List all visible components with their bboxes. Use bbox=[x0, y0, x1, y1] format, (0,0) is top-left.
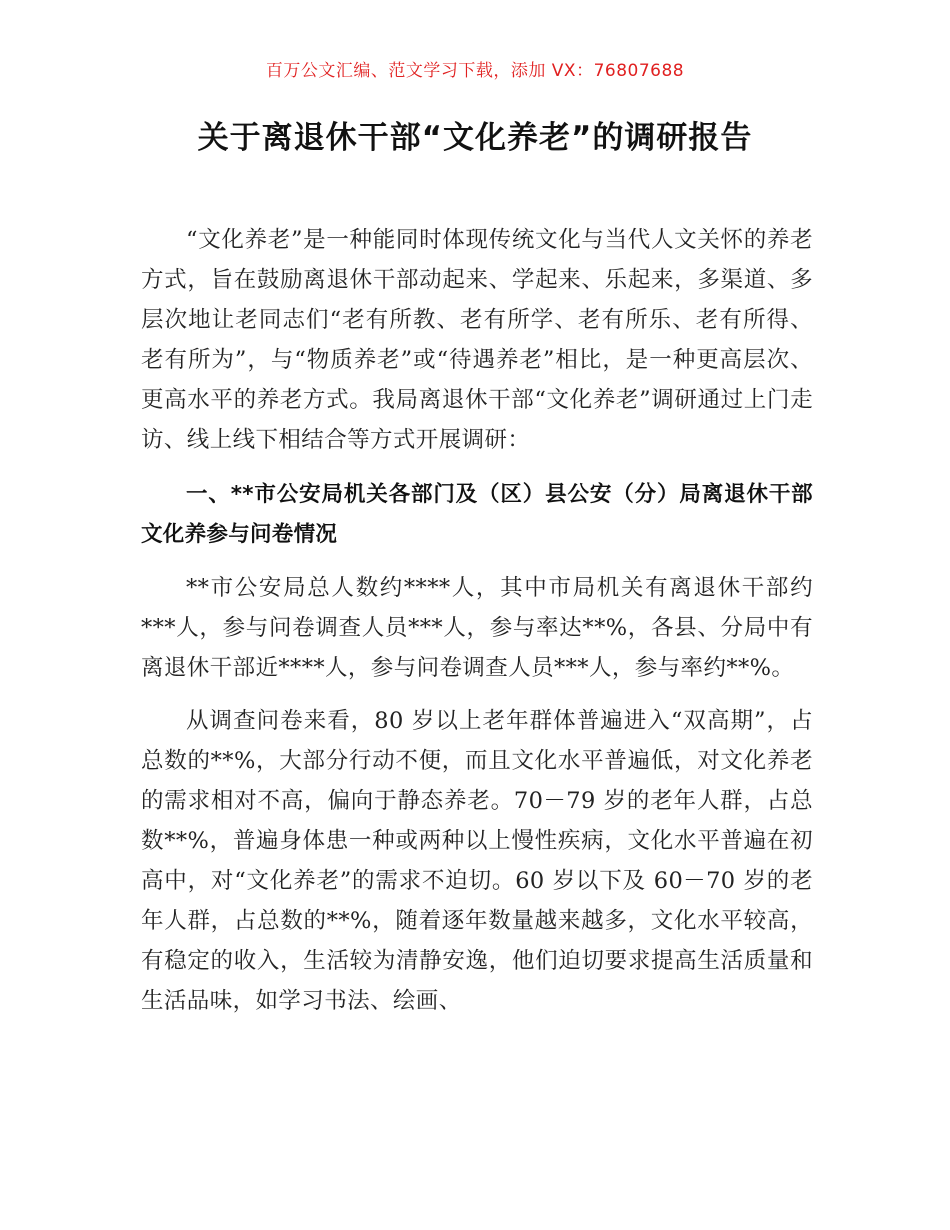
intro-paragraph: “文化养老”是一种能同时体现传统文化与当代人文关怀的养老方式，旨在鼓励离退休干部动起来、学起来、乐起来，多渠道、多层次地让老同志们“老有所教、老有所学、老有所乐、老有所得、老有所为”，与“物质养老”或“待遇养老”相比，是一种更高层次、更高水平的养老方式。我局离退休干部“文化养老”调研通过上门走访、线上线下相结合等方式开展调研： bbox=[141, 227, 813, 453]
page-title: 关于离退休干部“文化养老”的调研报告 bbox=[197, 120, 753, 156]
section-1-paragraph-2: 从调查问卷来看，80 岁以上老年群体普遍进入“双高期”，占总数的**%，大部分行动不便，而且文化水平普遍低，对文化养老的需求相对不高，偏向于静态养老。70－79 岁的老年人群，占总数**%，普遍身体患一种或两种以上慢性疾病，文化水平普遍在初高中，对“文化养老”的需求不迫切。60 岁以下及 60－70 岁的老年人群，占总数的**%，随着逐年数量越来越多，文化水平较高，有稳定的收入，生活较为清静安逸，他们迫切要求提高生活质量和生活品味，如学习书法、绘画、 bbox=[141, 708, 813, 1014]
download-watermark: 百万公文汇编、范文学习下载，添加 VX：76807688 bbox=[265, 61, 685, 81]
document-body bbox=[141, 220, 813, 1021]
section-1-heading: 一、**市公安局机关各部门及（区）县公安（分）局离退休干部文化养参与问卷情况 bbox=[141, 482, 813, 547]
section-1-paragraph-1: **市公安局总人数约****人，其中市局机关有离退休干部约***人，参与问卷调查人员***人，参与率达**%，各县、分局中有离退休干部近****人，参与问卷调查人员***人，参与率约**%。 bbox=[141, 575, 813, 681]
